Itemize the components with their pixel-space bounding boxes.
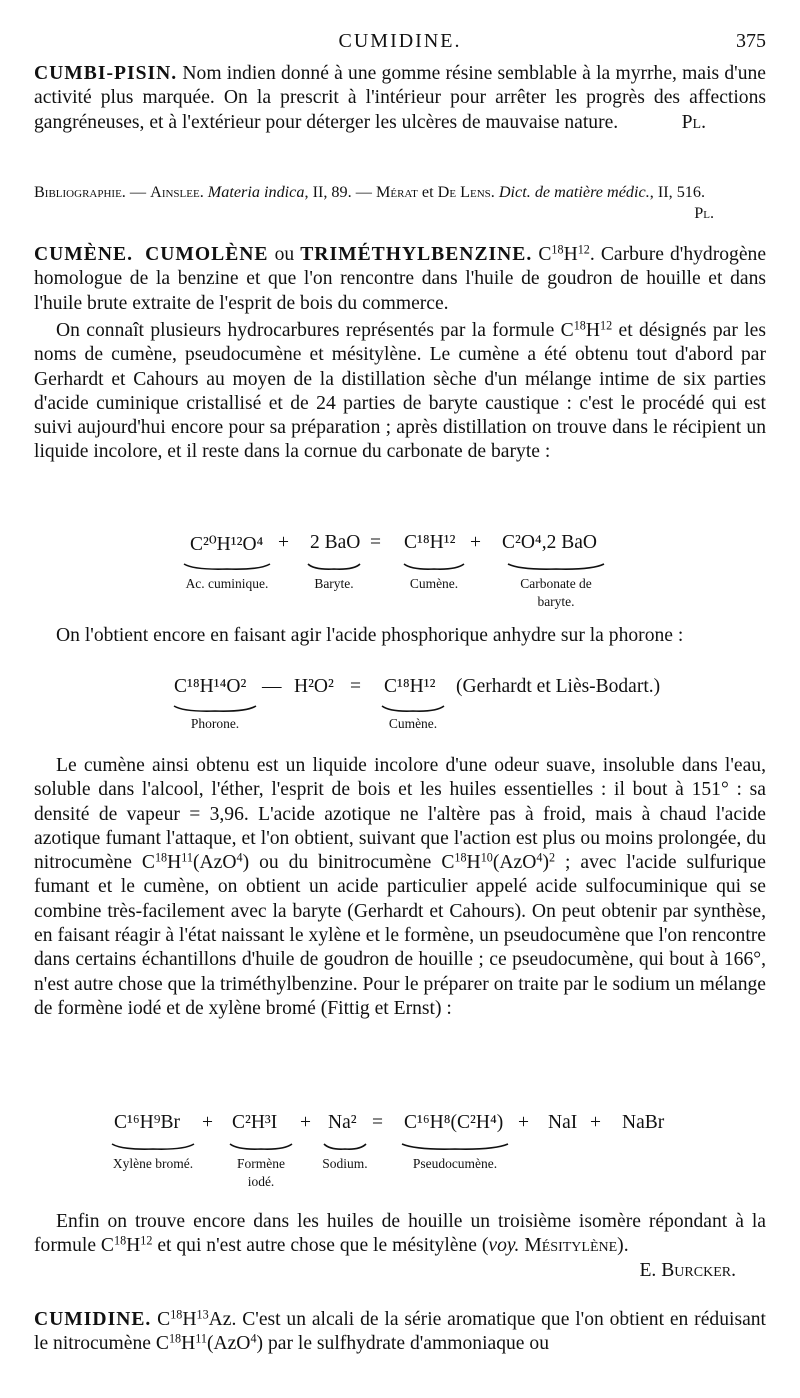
text: et désignés par les noms de cumène, pseudocumène et mésitylène. Le cumène a été obtenu tout d'abord par Gerhardt et Cahours au moyen de la distillation sèche d'un mélange intime de six parties d'acide cuminique cristallisé et de 24 parties de baryte caustique : c'est le procédé qui est suivi aujourd'hui encore pour sa préparation ; après distillation on trouve dans le récipient un liquide incolore, et il reste dans la cornue du carbonate de baryte : <box>34 320 766 463</box>
eq-term: C¹⁸H¹² <box>384 676 436 697</box>
entry-cumidine <box>34 1308 766 1357</box>
underbrace <box>182 562 272 572</box>
bib-separator: — <box>125 183 151 201</box>
text: (AzO <box>492 852 537 874</box>
entry-body: Nom indien donné à une gomme résine semblable à la myrrhe, mais d'une activité plus marquée. On la prescrit à l'intérieur pour arrêter les progrès des affections gangréneuses, et à l'extérieur pour déterger les ulcères de mauvaise nature. <box>34 63 766 133</box>
text: ; avec l'acide sulfurique fumant et le cumène, on obtient un acide particulier appelé acide sulfocuminique qui se combine très-facilement avec la baryte (Gerhardt et Cahours). On peut obtenir par synthèse, en faisant réagir à l'état naissant le xylène et le formène, un pseudocumène que l'on rencontre dans certains échantillons d'huile de goudron de houille ; ce pseudocumène, qui bout à 166°, n'est autre chose que la triméthylbenzine. Pour le préparer on traite par le sodium un mélange de formène iodé et de xylène bromé (Fittig et Ernst) : <box>34 852 766 1019</box>
underbrace <box>306 562 362 572</box>
entry-body: ) par le sulfhydrate d'ammoniaque ou <box>256 1333 549 1355</box>
formula-sup: 10 <box>480 850 493 865</box>
text: H <box>167 852 182 874</box>
eq-term: C²⁰H¹²O⁴ <box>190 534 264 555</box>
formula-sup: 11 <box>195 1331 207 1346</box>
formula-sup: 11 <box>181 850 193 865</box>
text: (AzO <box>192 852 237 874</box>
paragraph-cumene-properties <box>34 754 766 1021</box>
bib-signature: Pl. <box>694 204 714 222</box>
formula-sup: 18 <box>154 850 168 865</box>
bib-ref: , II, 89. — <box>304 183 376 201</box>
eq-operator: + <box>518 1112 529 1133</box>
paragraph-mesitylene <box>34 1210 766 1283</box>
text: H <box>126 1235 141 1257</box>
entry-body: Az. C'est un alcali de la série aromatique que l'on obtient en réduisant le nitrocumène C <box>34 1309 766 1355</box>
eq-term: NaBr <box>622 1112 665 1133</box>
eq-term: C²H³I <box>232 1112 278 1133</box>
eq-label: Cumène. <box>409 576 459 591</box>
bib-title: Dict. de matière médic. <box>494 183 650 201</box>
formula: C <box>532 244 552 265</box>
text-italic: voy. <box>488 1235 520 1257</box>
page-number: 375 <box>736 30 766 52</box>
text: Le cumène ainsi obtenu est un liquide incolore d'une odeur suave, insoluble dans l'eau, soluble dans l'alcool, l'éther, l'esprit de bois et les huiles essentielles : il bout à 151° : sa densité de vapeur = 3,96. L'acide azotique ne l'altère pas à froid, mais à chaud l'acide azotique fumant l'attaque, et l'on obtient, suivant que l'action est plus ou moins prolongée, du nitrocumène C <box>34 755 766 874</box>
author-signature: E. Burcker. <box>639 1259 736 1281</box>
running-title: CUMIDINE. <box>338 30 462 52</box>
eq-operator: + <box>278 532 289 553</box>
paragraph-cumene-preparation <box>34 319 766 465</box>
eq-term: H²O² <box>294 676 334 697</box>
formula: H <box>563 244 578 265</box>
formula-sup: 18 <box>573 318 586 333</box>
eq-operator: + <box>202 1112 213 1133</box>
formula-sup: 18 <box>114 1233 127 1248</box>
eq-term: C¹⁶H⁹Br <box>114 1112 181 1133</box>
formula: . <box>589 244 595 265</box>
bib-author: Ainslee. <box>150 183 204 201</box>
eq-label: Formène <box>237 1156 285 1171</box>
formula-sup: 18 <box>551 242 564 257</box>
eq-term: C²O⁴,2 BaO <box>502 532 597 553</box>
formula-sup: 2 <box>548 850 556 865</box>
paragraph-phorone: On l'obtient encore en faisant agir l'acide phosphorique anhydre sur la phorone : <box>56 625 684 646</box>
eq-label: baryte. <box>537 594 575 609</box>
author-signature: Pl. <box>681 111 706 133</box>
entry-body: (AzO <box>206 1333 251 1355</box>
text: ) <box>542 852 549 874</box>
eq-operator: — <box>262 676 282 697</box>
conjunction: ou <box>268 244 301 265</box>
formula-sup: 12 <box>577 242 590 257</box>
formula-sup: 12 <box>600 318 613 333</box>
eq-label: Xylène bromé. <box>112 1156 194 1171</box>
formula-sup: 4 <box>250 1331 257 1346</box>
eq-term: C¹⁶H⁸(C²H⁴) <box>404 1112 504 1133</box>
entry-cumene-intro <box>34 243 766 316</box>
bib-label: Bibliographie. <box>34 183 126 201</box>
text: H <box>585 320 600 341</box>
entry-body: H <box>181 1333 196 1355</box>
formula-sup: 18 <box>170 1307 183 1322</box>
bib-and: et <box>417 183 438 201</box>
eq-term: C¹⁸H¹⁴O² <box>174 676 247 697</box>
underbrace <box>380 704 446 714</box>
eq-label: iodé. <box>247 1174 275 1189</box>
bib-ref: , II, 516. <box>649 183 706 201</box>
text: et qui n'est autre chose que le mésitylène ( <box>152 1235 489 1257</box>
formula: H <box>182 1309 197 1330</box>
eq-operator: + <box>470 532 481 553</box>
underbrace <box>228 1142 294 1152</box>
eq-reference: (Gerhardt et Liès-Bodart.) <box>456 676 661 697</box>
entry-cumbi-pisin <box>34 62 766 135</box>
formula-sup: 4 <box>536 850 543 865</box>
formula-sup: 4 <box>236 850 243 865</box>
entry-body: Carbure d'hydrogène homologue de la benzine et que l'on rencontre dans l'huile de goudron de houille et dans l'huile brute extraite de l'esprit de bois du commerce. <box>34 244 767 314</box>
entry-term: CUMIDINE. <box>34 1309 152 1330</box>
eq-operator: = <box>370 532 381 553</box>
underbrace <box>402 562 466 572</box>
eq-label: Cumène. <box>388 716 438 731</box>
entry-term: TRIMÉTHYLBENZINE. <box>300 244 533 265</box>
bibliography <box>34 182 766 224</box>
eq-operator: = <box>350 676 361 697</box>
eq-term: NaI <box>548 1112 578 1133</box>
bib-author: De Lens. <box>437 183 495 201</box>
formula-sup: 12 <box>140 1233 153 1248</box>
formula-sup: 18 <box>168 1331 182 1346</box>
text: ) ou du binitrocumène C <box>242 852 455 874</box>
eq-operator: = <box>372 1112 383 1133</box>
formula: C <box>151 1309 171 1330</box>
cross-reference: Mésitylène). <box>519 1235 629 1257</box>
underbrace <box>110 1142 196 1152</box>
page-header <box>34 30 766 58</box>
eq-label: Sodium. <box>322 1156 368 1171</box>
underbrace <box>322 1142 368 1152</box>
bib-author: Mérat <box>375 183 418 201</box>
eq-label: Baryte. <box>314 576 354 591</box>
entry-term: CUMOLÈNE <box>145 244 269 265</box>
formula-sup: 13 <box>196 1307 209 1322</box>
text: On connaît plusieurs hydrocarbures représentés par la formule C <box>56 320 574 341</box>
eq-term: 2 BaO <box>310 532 361 553</box>
underbrace <box>172 704 258 714</box>
text: H <box>466 852 481 874</box>
bib-title: Materia indica <box>203 183 305 201</box>
text: Enfin on trouve encore dans les huiles de houille un troisième isomère répondant à la formule C <box>34 1211 766 1257</box>
underbrace <box>400 1142 510 1152</box>
entry-term: CUMÈNE. <box>34 244 133 265</box>
eq-label: Carbonate de <box>520 576 592 591</box>
eq-term: C¹⁸H¹² <box>404 532 456 553</box>
underbrace <box>506 562 606 572</box>
eq-label: Phorone. <box>190 716 240 731</box>
eq-label: Ac. cuminique. <box>185 576 269 591</box>
eq-operator: + <box>590 1112 601 1133</box>
entry-term: CUMBI-PISIN. <box>34 63 178 84</box>
formula-sup: 18 <box>454 850 467 865</box>
eq-term: Na² <box>328 1112 357 1133</box>
eq-operator: + <box>300 1112 311 1133</box>
eq-label: Pseudocumène. <box>412 1156 498 1171</box>
